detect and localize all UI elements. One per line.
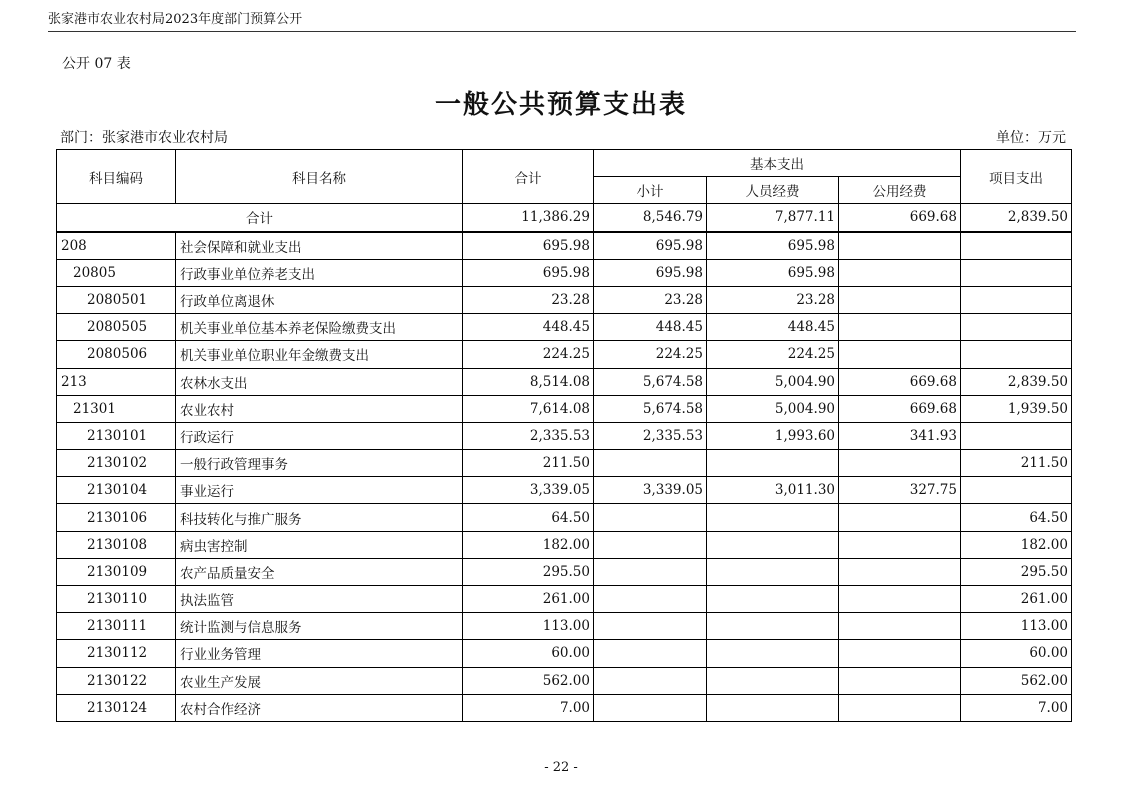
row-personnel: 695.98 [707, 259, 839, 286]
row-personnel: 3,011.30 [707, 477, 839, 504]
row-project: 295.50 [961, 558, 1072, 585]
row-public [839, 259, 961, 286]
row-total: 7,614.08 [463, 395, 594, 422]
row-project: 2,839.50 [961, 368, 1072, 395]
row-subtotal [594, 450, 707, 477]
row-public [839, 558, 961, 585]
table-row [57, 477, 1072, 504]
row-code: 2130109 [57, 558, 176, 585]
row-name: 社会保障和就业支出 [176, 232, 463, 260]
row-project [961, 477, 1072, 504]
row-code: 2130112 [57, 640, 176, 667]
row-project: 113.00 [961, 613, 1072, 640]
row-project: 562.00 [961, 667, 1072, 694]
row-subtotal [594, 640, 707, 667]
row-total: 261.00 [463, 586, 594, 613]
row-code: 20805 [57, 259, 176, 286]
row-personnel: 23.28 [707, 286, 839, 313]
row-public: 669.68 [839, 395, 961, 422]
total-personnel: 7,877.11 [707, 204, 839, 232]
row-code: 2080501 [57, 286, 176, 313]
row-project [961, 286, 1072, 313]
row-code: 2080505 [57, 314, 176, 341]
row-name: 农业农村 [176, 395, 463, 422]
row-personnel [707, 504, 839, 531]
row-project: 64.50 [961, 504, 1072, 531]
row-code: 2130122 [57, 667, 176, 694]
table-row [57, 694, 1072, 721]
row-total: 695.98 [463, 259, 594, 286]
row-name: 行业业务管理 [176, 640, 463, 667]
page-number: - 22 - [544, 760, 578, 775]
row-name: 农业生产发展 [176, 667, 463, 694]
row-total: 562.00 [463, 667, 594, 694]
running-header: 张家港市农业农村局2023年度部门预算公开 [48, 8, 1076, 32]
row-project: 211.50 [961, 450, 1072, 477]
row-name: 农林水支出 [176, 368, 463, 395]
row-personnel [707, 694, 839, 721]
row-public [839, 341, 961, 368]
total-row [57, 204, 1072, 232]
row-public [839, 504, 961, 531]
row-personnel: 448.45 [707, 314, 839, 341]
row-name: 执法监管 [176, 586, 463, 613]
row-subtotal [594, 504, 707, 531]
row-total: 448.45 [463, 314, 594, 341]
row-subtotal [594, 613, 707, 640]
row-personnel: 5,004.90 [707, 395, 839, 422]
row-public [839, 232, 961, 260]
row-total: 23.28 [463, 286, 594, 313]
row-public [839, 694, 961, 721]
row-project: 1,939.50 [961, 395, 1072, 422]
table-row [57, 232, 1072, 260]
table-row [57, 613, 1072, 640]
row-personnel [707, 667, 839, 694]
total-project: 2,839.50 [961, 204, 1072, 232]
form-code: 公开 07 表 [62, 56, 131, 72]
row-name: 行政运行 [176, 422, 463, 449]
row-subtotal: 224.25 [594, 341, 707, 368]
row-public [839, 314, 961, 341]
table-row [57, 286, 1072, 313]
row-subtotal [594, 586, 707, 613]
row-personnel [707, 531, 839, 558]
row-code: 2130124 [57, 694, 176, 721]
row-name: 科技转化与推广服务 [176, 504, 463, 531]
row-total: 211.50 [463, 450, 594, 477]
table-row [57, 504, 1072, 531]
table-row [57, 368, 1072, 395]
row-personnel [707, 613, 839, 640]
row-subtotal [594, 694, 707, 721]
row-project [961, 341, 1072, 368]
row-project: 261.00 [961, 586, 1072, 613]
row-public [839, 450, 961, 477]
page-title: 一般公共预算支出表 [434, 90, 687, 120]
row-subtotal: 3,339.05 [594, 477, 707, 504]
row-public: 341.93 [839, 422, 961, 449]
row-total: 224.25 [463, 341, 594, 368]
row-code: 2130101 [57, 422, 176, 449]
row-code: 2080506 [57, 341, 176, 368]
header-name: 科目名称 [176, 150, 463, 204]
row-code: 2130111 [57, 613, 176, 640]
total-subtotal: 8,546.79 [594, 204, 707, 232]
row-subtotal: 5,674.58 [594, 368, 707, 395]
table-row [57, 558, 1072, 585]
table-row [57, 422, 1072, 449]
row-subtotal: 23.28 [594, 286, 707, 313]
table-row [57, 395, 1072, 422]
table-row [57, 667, 1072, 694]
table-row [57, 450, 1072, 477]
row-code: 21301 [57, 395, 176, 422]
row-code: 213 [57, 368, 176, 395]
row-personnel [707, 558, 839, 585]
row-public [839, 531, 961, 558]
row-code: 2130104 [57, 477, 176, 504]
row-project [961, 259, 1072, 286]
row-public: 669.68 [839, 368, 961, 395]
row-name: 统计监测与信息服务 [176, 613, 463, 640]
row-name: 事业运行 [176, 477, 463, 504]
row-project: 60.00 [961, 640, 1072, 667]
header-project: 项目支出 [961, 150, 1072, 204]
row-subtotal [594, 667, 707, 694]
row-total: 7.00 [463, 694, 594, 721]
row-project [961, 422, 1072, 449]
row-name: 机关事业单位基本养老保险缴费支出 [176, 314, 463, 341]
row-code: 2130106 [57, 504, 176, 531]
header-basic: 基本支出 [594, 150, 961, 177]
row-total: 2,335.53 [463, 422, 594, 449]
row-subtotal: 695.98 [594, 232, 707, 260]
header-code: 科目编码 [57, 150, 176, 204]
row-project [961, 314, 1072, 341]
budget-table [56, 149, 1072, 722]
row-project: 182.00 [961, 531, 1072, 558]
row-personnel [707, 450, 839, 477]
row-subtotal [594, 558, 707, 585]
row-public: 327.75 [839, 477, 961, 504]
header-personnel: 人员经费 [707, 177, 839, 204]
row-public [839, 586, 961, 613]
table-row [57, 259, 1072, 286]
table-row [57, 341, 1072, 368]
row-name: 机关事业单位职业年金缴费支出 [176, 341, 463, 368]
row-public [839, 613, 961, 640]
row-total: 113.00 [463, 613, 594, 640]
row-total: 695.98 [463, 232, 594, 260]
row-subtotal: 2,335.53 [594, 422, 707, 449]
row-total: 60.00 [463, 640, 594, 667]
row-personnel [707, 640, 839, 667]
row-subtotal [594, 531, 707, 558]
row-code: 2130110 [57, 586, 176, 613]
row-name: 病虫害控制 [176, 531, 463, 558]
unit-label: 单位：万元 [996, 130, 1066, 146]
row-code: 208 [57, 232, 176, 260]
table-row [57, 314, 1072, 341]
table-row [57, 586, 1072, 613]
total-total: 11,386.29 [463, 204, 594, 232]
row-total: 64.50 [463, 504, 594, 531]
row-total: 3,339.05 [463, 477, 594, 504]
row-public [839, 640, 961, 667]
row-personnel: 695.98 [707, 232, 839, 260]
row-code: 2130108 [57, 531, 176, 558]
row-project [961, 232, 1072, 260]
row-public [839, 286, 961, 313]
department-label: 部门：张家港市农业农村局 [60, 130, 228, 146]
row-personnel: 224.25 [707, 341, 839, 368]
row-project: 7.00 [961, 694, 1072, 721]
row-name: 行政单位离退休 [176, 286, 463, 313]
row-total: 182.00 [463, 531, 594, 558]
row-personnel: 5,004.90 [707, 368, 839, 395]
total-label: 合计 [57, 204, 463, 232]
row-subtotal: 448.45 [594, 314, 707, 341]
table-row [57, 640, 1072, 667]
row-subtotal: 695.98 [594, 259, 707, 286]
header-public: 公用经费 [839, 177, 961, 204]
row-name: 行政事业单位养老支出 [176, 259, 463, 286]
row-name: 一般行政管理事务 [176, 450, 463, 477]
header-subtotal: 小计 [594, 177, 707, 204]
row-name: 农产品质量安全 [176, 558, 463, 585]
row-personnel: 1,993.60 [707, 422, 839, 449]
row-subtotal: 5,674.58 [594, 395, 707, 422]
row-personnel [707, 586, 839, 613]
row-public [839, 667, 961, 694]
header-total: 合计 [463, 150, 594, 204]
row-total: 295.50 [463, 558, 594, 585]
row-total: 8,514.08 [463, 368, 594, 395]
row-name: 农村合作经济 [176, 694, 463, 721]
table-row [57, 531, 1072, 558]
row-code: 2130102 [57, 450, 176, 477]
total-public: 669.68 [839, 204, 961, 232]
